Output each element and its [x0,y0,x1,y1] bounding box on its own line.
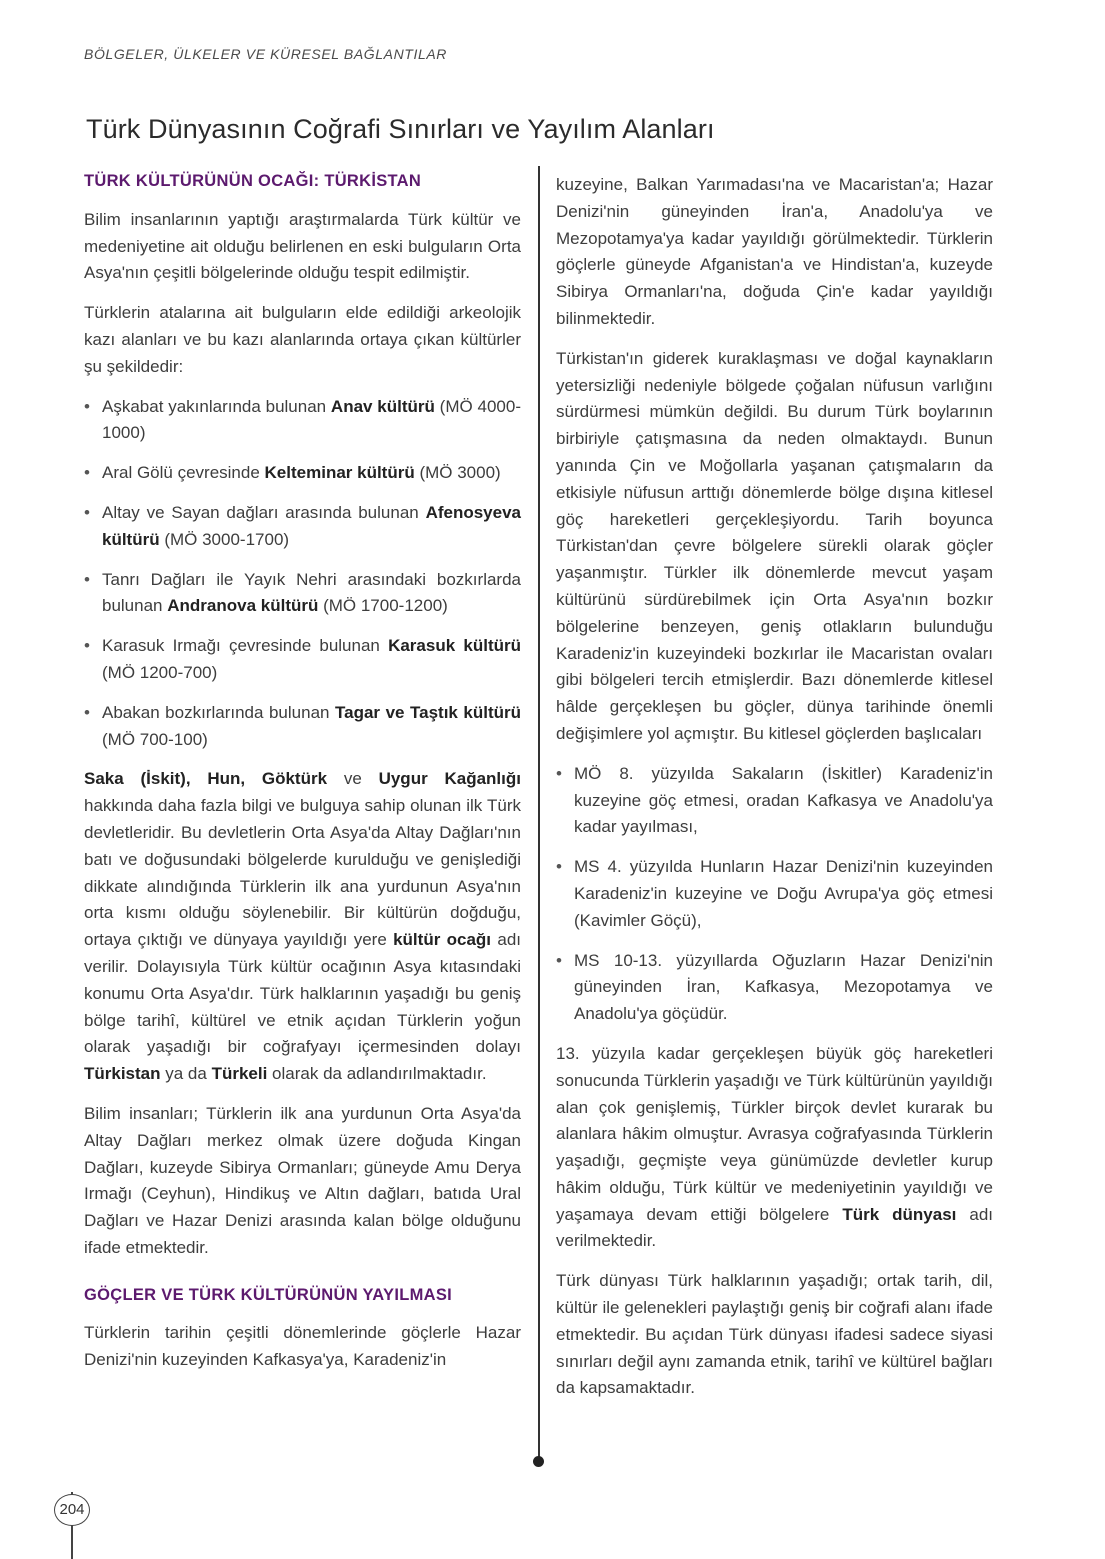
list-item: • MS 4. yüzyılda Hunların Hazar Denizi'nin kuzeyinden Karadeniz'in kuzeyine ve Doğu Avrupa'ya göç etmesi (Kavimler Göçü), [556,854,993,934]
list-item: • Tanrı Dağları ile Yayık Nehri arasındaki bozkırlarda bulunan Andranova kültürü (MÖ 1700-1200) [84,567,521,621]
list-item: • MS 10-13. yüzyıllarda Oğuzların Hazar Denizi'nin güneyinden İran, Kafkasya, Mezopotamya ve Anadolu'ya göçüdür. [556,948,993,1028]
right-column [556,172,993,1415]
paragraph: 13. yüzyıla kadar gerçekleşen büyük göç hareketleri sonucunda Türklerin yaşadığı ve Türk kültürünün yayıldığı alan çok genişlemiş, Türkler birçok devlet kurarak bu alanlara hâkim olmuştur. Avrasya coğrafyasında Türklerin yaşadığı, geçmişte veya günümüzde devletler kurup hâkim olduğu, Türk kültür ve medeniyetinin yayıldığı ve yaşamaya devam ettiği bölgelere Türk dünyası adı verilmektedir. [556,1043,994,1251]
list-item: • Karasuk Irmağı çevresinde bulunan Karasuk kültürü (MÖ 1200-700) [84,633,521,687]
column-divider [538,166,540,1459]
page-title: Türk Dünyasının Coğrafi Sınırları ve Yayılım Alanları [86,114,715,144]
paragraph: Türk dünyası Türk halklarının yaşadığı; ortak tarih, dil, kültür ile gelenekleri paylaştığı geniş bir coğrafi alanı ifade etmektedir. Bu açıdan Türk dünyası ifadesi sadece siyasi sınırları değil aynı zamanda etnik, tarihî ve kültürel bağları da kapsamaktadır. [556,1271,993,1398]
paragraph: Bilim insanları; Türklerin ilk ana yurdunun Orta Asya'da Altay Dağları merkez olmak üzere doğuda Kingan Dağları, kuzeyde Sibirya Ormanları; güneyde Amu Derya Irmağı (Ceyhun), Hindikuş ve Altın dağları, batıda Ural Dağları ve Hazar Denizi arasında kalan bölge olduğunu ifade etmektedir. [84,1103,521,1257]
section-heading-turkistan: TÜRK KÜLTÜRÜNÜN OCAĞI: TÜRKİSTAN [84,172,422,190]
list-item: • Altay ve Sayan dağları arasında bulunan Afenosyeva kültürü (MÖ 3000-1700) [84,500,521,554]
left-column [84,168,521,1387]
running-head: BÖLGELER, ÜLKELER VE KÜRESEL BAĞLANTILAR [84,46,447,62]
paragraph: kuzeyine, Balkan Yarımadası'na ve Macaristan'a; Hazar Denizi'nin güneyinden İran'a, Anadolu'ya ve Mezopotamya'ya kadar yayıldığı görülmektedir. Türklerin göçlerle güneyde Afganistan'a ve Hindistan'a, kuzeyde Sibirya Ormanları'na, doğuda Çin'e kadar yayıldığı bilinmektedir. [556,175,993,328]
paragraph: Bilim insanlarının yaptığı araştırmalarda Türk kültür ve medeniyetine ait olduğu belirlenen en eski bulguların Orta Asya'nın çeşitli bölgelerinde olduğu tespit edilmiştir. [84,209,521,283]
paragraph: Saka (İskit), Hun, Göktürk ve Uygur Kağanlığı hakkında daha fazla bilgi ve bulguya sahip olunan ilk Türk devletleridir. Bu devletlerin Orta Asya'da Altay Dağları'nın batı ve doğusundaki bölgelerde kurulduğu ve genişlediği dikkate alındığında Türklerin ilk ana yurdunun Asya'nın orta kısmı olduğu söylenebilir. Bir kültürün doğduğu, ortaya çıktığı ve dünyaya yayıldığı yere kültür ocağı adı verilir. Dolayısıyla Türk kültür ocağının Asya kıtasındaki konumu Orta Asya'dır. Türk halklarının yaşadığı bu geniş bölge tarihî, kültürel ve etnik açıdan Türklerin yoğun olarak yaşadığı bir coğrafyayı içermesinden dolayı Türkistan ya da Türkeli olarak da adlandırılmaktadır. [84,769,521,1084]
list-item: • Aşkabat yakınlarında bulunan Anav kültürü (MÖ 4000-1000) [84,394,521,448]
section-heading-migrations: GÖÇLER VE TÜRK KÜLTÜRÜNÜN YAYILMASI [84,1285,453,1304]
migration-list [556,761,993,1028]
list-item: • Aral Gölü çevresinde Kelteminar kültürü (MÖ 3000) [84,460,521,487]
divider-dot [533,1456,544,1467]
paragraph: Türkistan'ın giderek kuraklaşması ve doğal kaynakların yetersizliği nedeniyle bölgede çoğalan nüfusun varlığını sürdürmesi mümkün değildi. Bu durum Türk boylarının birbiriyle çatışmasına da neden olmaktaydı. Bunun yanında Çin ve Moğollarla yaşanan çatışmaların da etkisiyle nüfusun arttığı dönemlerde bölge dışına kitlesel göç hareketleri gerçekleşiyordu. Tarih boyunca Türkistan'dan çevre bölgelere sürekli olarak göçler yaşanmıştır. Türkler ilk dönemlerde mevcut yaşam kültürünü sürdürebilmek için Orta Asya'nın bozkır bölgelerine benzeyen, geniş otlakların bulunduğu Karadeniz'in kuzeyindeki bozkırlar ile Macaristan ovaları gibi bölgeleri tercih etmişlerdir. Bazı dönemlerde kitlesel hâlde gerçekleşen bu göçler, dünya tarihinde önemli değişimlere yol açmıştır. Bu kitlesel göçlerden başlıcaları [556,348,993,743]
page-number: 204 [54,1494,90,1526]
list-item: • Abakan bozkırlarında bulunan Tagar ve Taştık kültürü (MÖ 700-100) [84,700,521,754]
paragraph: Türklerin atalarına ait bulguların elde edildiği arkeolojik kazı alanları ve bu kazı alanlarında ortaya çıkan kültürler şu şekildedir: [84,303,521,376]
paragraph: Türklerin tarihin çeşitli dönemlerinde göçlerle Hazar Denizi'nin kuzeyinden Kafkasya'ya, Karadeniz'in [84,1323,521,1370]
culture-list [84,394,521,754]
list-item: • MÖ 8. yüzyılda Sakaların (İskitler) Karadeniz'in kuzeyine göç etmesi, oradan Kafkasya ve Anadolu'ya kadar yayılması, [556,761,993,841]
